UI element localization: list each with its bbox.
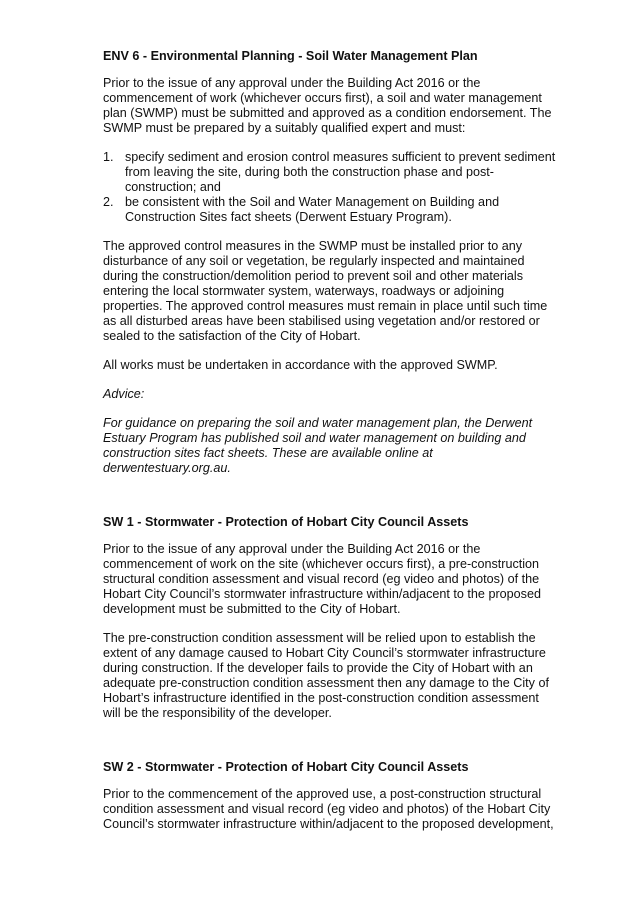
- section-spacer: [103, 735, 558, 760]
- list-item: [103, 195, 558, 225]
- paragraph: The approved control measures in the SWMP must be installed prior to any disturbance of any soil or vegetation, be regularly inspected and maintained during the construction/demolition period to prevent soil and other materials entering the local stormwater system, waterways, roadways or adjoining properties. The approved control measures must remain in place until such time as all disturbed areas have been stabilised using vegetation and/or restored or sealed to the satisfaction of the City of Hobart.: [103, 239, 548, 343]
- paragraph: Prior to the issue of any approval under the Building Act 2016 or the commencement of work on the site (whichever occurs first), a pre-construction structural condition assessment and visual record (eg video and photos) of the Hobart City Council’s stormwater infrastructure within/adjacent to the proposed development must be submitted to the City of Hobart.: [103, 542, 541, 616]
- paragraph: The pre-construction condition assessment will be relied upon to establish the extent of any damage caused to Hobart City Council’s stormwater infrastructure during construction. If the developer fails to provide the City of Hobart with an adequate pre-construction condition assessment then any damage to the City of Hobart’s infrastructure identified in the post-construction condition assessment will be the responsibility of the developer.: [103, 631, 549, 720]
- list-item-text: specify sediment and erosion control measures sufficient to prevent sediment from leaving the site, during both the construction phase and post-construction; and: [125, 150, 556, 194]
- section-spacer: [103, 490, 558, 515]
- list-item-text: be consistent with the Soil and Water Management on Building and Construction Sites fact sheets (Derwent Estuary Program).: [125, 195, 500, 224]
- paragraph: All works must be undertaken in accordance with the approved SWMP.: [103, 358, 498, 372]
- paragraph: Prior to the issue of any approval under the Building Act 2016 or the commencement of work (whichever occurs first), a soil and water management plan (SWMP) must be submitted and approved as a condition endorsement. The SWMP must be prepared by a suitably qualified expert and must:: [103, 76, 552, 135]
- advice-label: Advice:: [103, 387, 145, 401]
- paragraph: Prior to the commencement of the approved use, a post-construction structural condition assessment and visual record (eg video and photos) of the Hobart City Council’s stormwater infrastructure within/adjacent to the proposed development,: [103, 787, 554, 831]
- list-number: 2.: [103, 195, 114, 209]
- section-env6: [103, 49, 558, 476]
- list-item: [103, 150, 558, 195]
- section-heading: SW 2 - Stormwater - Protection of Hobart City Council Assets: [103, 760, 469, 774]
- section-heading: ENV 6 - Environmental Planning - Soil Water Management Plan: [103, 49, 478, 63]
- section-heading: SW 1 - Stormwater - Protection of Hobart City Council Assets: [103, 515, 469, 529]
- section-sw1: [103, 515, 558, 721]
- advice-text: For guidance on preparing the soil and water management plan, the Derwent Estuary Program has published soil and water management on building and construction sites fact sheets. These are available online at derwentestuary.org.au.: [103, 416, 533, 475]
- list-number: 1.: [103, 150, 114, 164]
- document-page: [103, 49, 558, 846]
- numbered-list: [103, 150, 558, 225]
- section-sw2: [103, 760, 558, 832]
